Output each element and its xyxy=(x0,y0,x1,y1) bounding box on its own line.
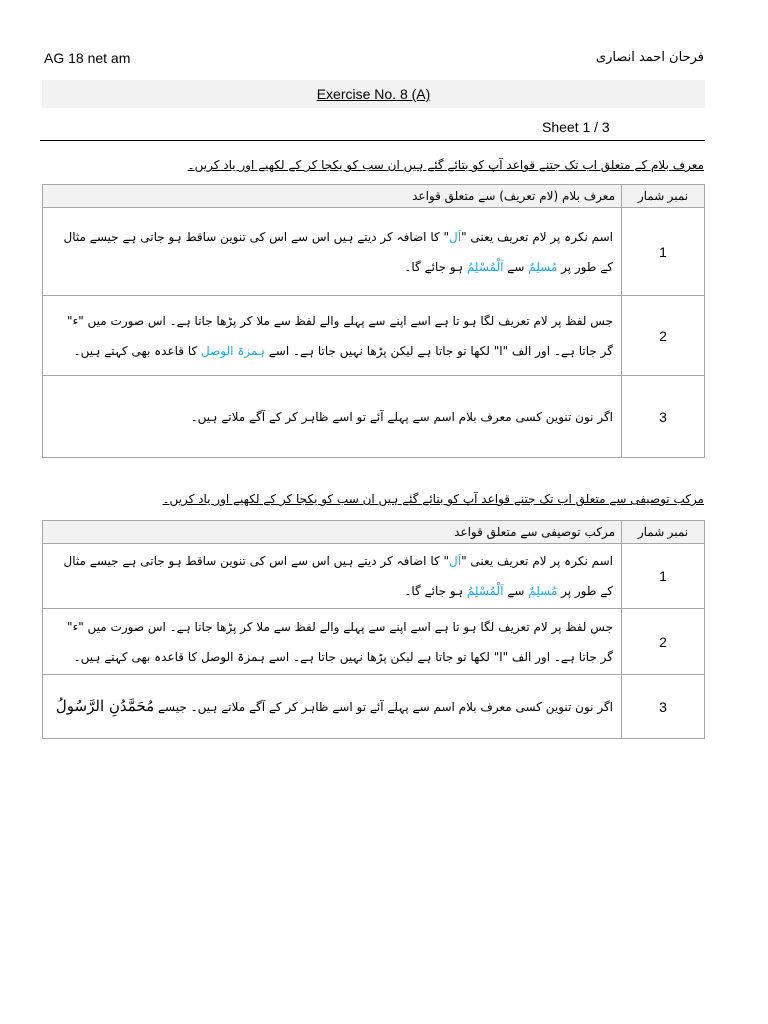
row-number: 2 xyxy=(622,609,705,675)
row-number: 3 xyxy=(622,376,705,458)
rule-text-part: اسم نکرہ پر لام تعریف یعنی " xyxy=(461,554,613,568)
rule-text-part: جس لفظ پر لام تعریف لگا ہو تا ہے اسے اپنے سے پہلے والے لفظ سے ملا کر پڑھا جاتا ہے۔ اس صورت میں "ء" گر جاتا ہے۔ اور الف "ا" لکھا تو جاتا ہے لیکن پڑھا نہیں جاتا ہے۔ اسے xyxy=(67,313,613,358)
page-title: Exercise No. 8 (A) xyxy=(316,86,431,102)
rule-text xyxy=(43,376,622,458)
col-rules-header: معرف بلام (لام تعریف) سے متعلق قواعد xyxy=(43,185,622,208)
rule-text-part: " کا اضافہ کر دیتے ہیں اس سے اس کی تنوین ساقط ہو جاتی ہے جیسے مثال کے طور پر xyxy=(63,554,613,598)
table-row xyxy=(43,609,705,675)
header-left-text: AG 18 net am xyxy=(44,50,131,66)
col-rules-header: مرکب توصیفی سے متعلق قواعد xyxy=(43,521,622,544)
rule-text xyxy=(43,675,622,739)
section1-instruction: معرف بلام کے متعلق اب تک جتنے قواعد آپ کو بتائے گئے ہیں ان سب کو یکجا کر کے لکھیے اور یاد کریں۔ xyxy=(187,158,704,172)
rule-text-part: اگر نون تنوین کسی معرف بلام اسم سے پہلے آئے تو اسے ظاہر کر کے آگے ملاتے ہیں۔ xyxy=(190,409,613,424)
rule-text-part: اسم نکرہ پر لام تعریف یعنی " xyxy=(461,229,613,244)
table-row xyxy=(43,544,705,609)
table-row xyxy=(43,208,705,296)
arabic-example: مُحَمَّدُنِ الرَّسُولُ xyxy=(55,697,155,715)
rule-text-part: جس لفظ پر لام تعریف لگا ہو تا ہے اسے اپنے سے پہلے والے لفظ سے ملا کر پڑھا جاتا ہے۔ اس صورت میں "ء" گر جاتا ہے۔ اور الف "ا" لکھا تو جاتا ہے لیکن پڑھا نہیں جاتا ہے۔ اسے ہمزۃ الوصل کا قاعدہ بھی کہتے ہیں۔ xyxy=(67,619,613,664)
rule-text xyxy=(43,208,622,296)
section1-header-row xyxy=(43,185,705,208)
highlight-term: مُسلِمٌ xyxy=(528,584,558,598)
rule-text-part: سے xyxy=(503,259,529,274)
row-number: 1 xyxy=(622,544,705,609)
highlight-term: ہمزۃ الوصل xyxy=(201,343,265,358)
rule-text xyxy=(43,609,622,675)
rule-text-part: ہو جائے گا۔ xyxy=(404,259,467,274)
highlight-term: اَلْمُسْلِمُ xyxy=(466,259,504,274)
title-band xyxy=(42,80,705,108)
rule-text-part: سے xyxy=(503,584,529,598)
row-number: 3 xyxy=(622,675,705,739)
highlight-term: مُسلِمٌ xyxy=(528,259,558,274)
row-number: 2 xyxy=(622,296,705,376)
rule-text-part: ہو جائے گا۔ xyxy=(404,584,467,598)
header-divider xyxy=(40,140,705,141)
rule-text-part: اگر نون تنوین کسی معرف بلام اسم سے پہلے آئے تو اسے ظاہر کر کے آگے ملاتے ہیں۔ جیسے xyxy=(154,700,613,714)
highlight-term: اَل xyxy=(449,229,462,244)
sheet-number: Sheet 1 / 3 xyxy=(542,119,610,135)
col-number-header: نمبر شمار xyxy=(622,521,705,544)
section1-table xyxy=(42,184,705,458)
table-row xyxy=(43,376,705,458)
section2-header-row xyxy=(43,521,705,544)
rule-text xyxy=(43,544,622,609)
highlight-term: اَلْمُسْلِمُ xyxy=(466,584,504,598)
table-row xyxy=(43,296,705,376)
table-row xyxy=(43,675,705,739)
rule-text xyxy=(43,296,622,376)
header-author-name: فرحان احمد انصاری xyxy=(595,50,704,65)
highlight-term: اَل xyxy=(449,554,462,568)
col-number-header: نمبر شمار xyxy=(622,185,705,208)
rule-text-part: " کا اضافہ کر دیتے ہیں اس سے اس کی تنوین ساقط ہو جاتی ہے جیسے مثال کے طور پر xyxy=(63,229,613,274)
section2-instruction: مرکب توصیفی سے متعلق اب تک جتنے قواعد آپ کو بتائے گئے ہیں ان سب کو یکجا کر کے لکھیے اور یاد کریں۔ xyxy=(162,492,704,506)
rule-text-part: کا قاعدہ بھی کہتے ہیں۔ xyxy=(73,343,202,358)
section2-table xyxy=(42,520,705,739)
row-number: 1 xyxy=(622,208,705,296)
